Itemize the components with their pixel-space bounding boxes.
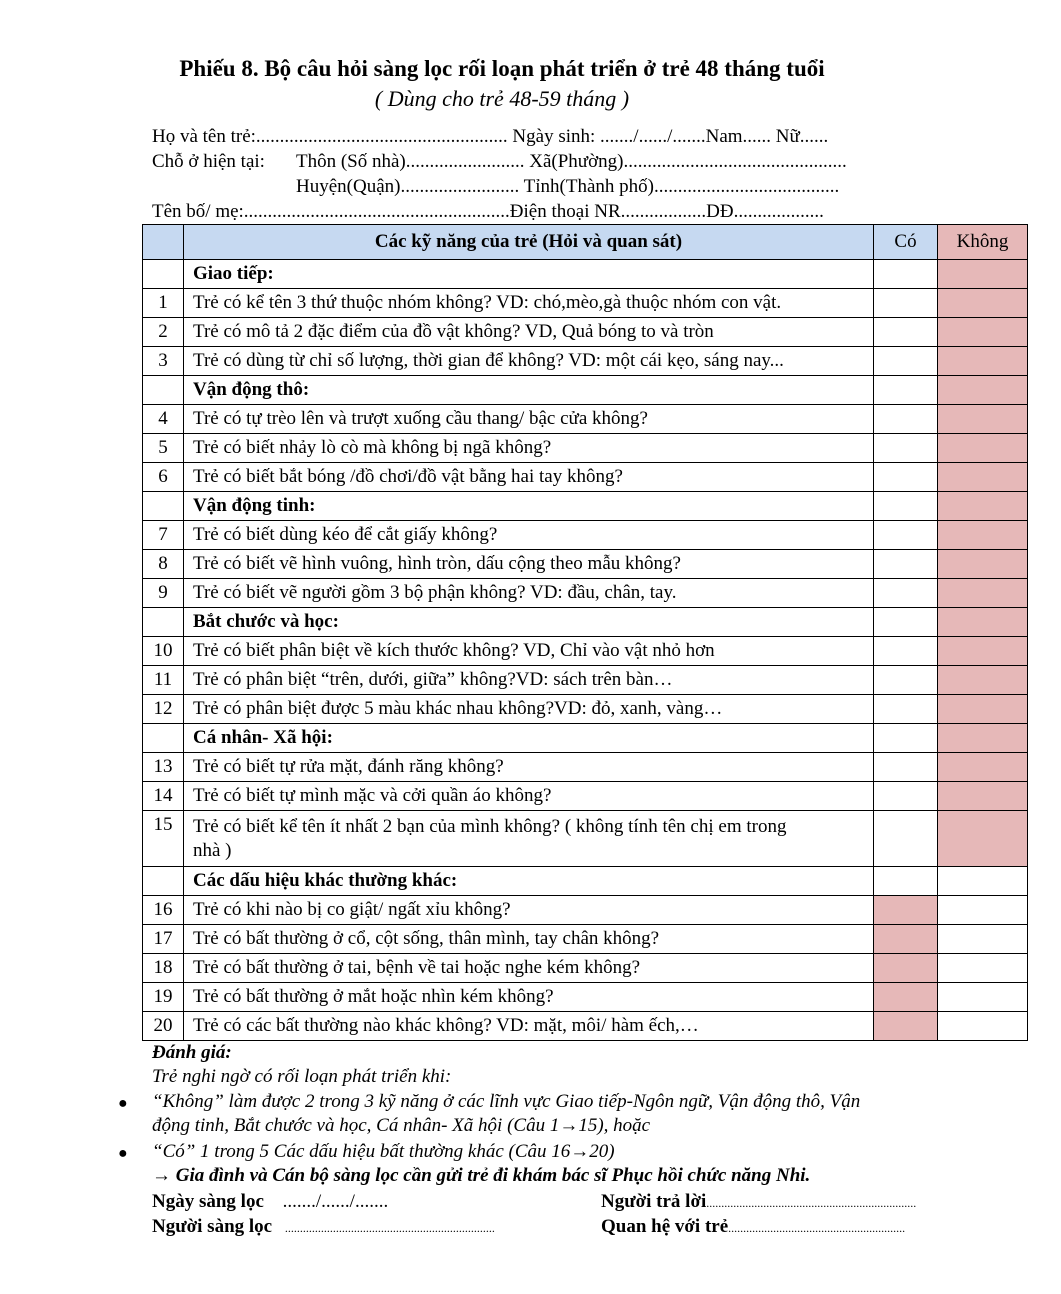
yes-checkbox[interactable] [874, 637, 938, 666]
question-text: Trẻ có mô tả 2 đặc điểm của đồ vật không? VD, Quả bóng to và tròn [184, 318, 874, 347]
question-text: Trẻ có bất thường ở cổ, cột sống, thân mình, tay chân không? [184, 925, 874, 954]
no-checkbox[interactable] [938, 405, 1028, 434]
referral-action: → Gia đình và Cán bộ sàng lọc cần gửi trẻ đi khám bác sĩ Phục hồi chức năng Nhi. [152, 1165, 811, 1186]
no-checkbox[interactable] [938, 637, 1028, 666]
question-text: Trẻ có kể tên 3 thứ thuộc nhóm không? VD: chó,mèo,gà thuộc nhóm con vật. [184, 289, 874, 318]
section-fine-motor: Vận động tinh: [184, 492, 874, 521]
section-row [143, 376, 1028, 405]
yes-checkbox[interactable] [874, 666, 938, 695]
no-checkbox[interactable] [938, 811, 1028, 867]
section-row [143, 260, 1028, 289]
evaluation-heading: Đánh giá: [152, 1042, 232, 1063]
section-row [143, 867, 1028, 896]
section-row [143, 724, 1028, 753]
yes-checkbox[interactable] [874, 405, 938, 434]
no-checkbox[interactable] [938, 666, 1028, 695]
section-personal-social: Cá nhân- Xã hội: [184, 724, 874, 753]
section-gross-motor: Vận động thô: [184, 376, 874, 405]
criterion-1-line-1: “Không” làm được 2 trong 3 kỹ năng ở các lĩnh vực Giao tiếp-Ngôn ngữ, Vận động thô, Vận [152, 1091, 861, 1112]
district-province-field[interactable]: Huyện(Quận)......................... Tỉnh(Thành phố)....................................... [296, 176, 840, 197]
question-text: Trẻ có tự trèo lên và trượt xuống cầu thang/ bậc cửa không? [184, 405, 874, 434]
no-checkbox[interactable] [938, 579, 1028, 608]
child-name-field[interactable]: Họ và tên trẻ:..................................................... Ngày sinh: ......./....../.......Nam...... Nữ...... [152, 126, 829, 147]
table-row: 7 Trẻ có biết dùng kéo để cắt giấy không? [143, 521, 1028, 550]
table-row: 13 Trẻ có biết tự rửa mặt, đánh răng không? [143, 753, 1028, 782]
evaluation-intro: Trẻ nghi ngờ có rối loạn phát triển khi: [152, 1066, 452, 1087]
child-name-line [152, 126, 828, 148]
screening-table [142, 224, 1028, 1041]
no-checkbox[interactable] [938, 1012, 1028, 1041]
question-text: Trẻ có biết bắt bóng /đồ chơi/đồ vật bằng hai tay không? [184, 463, 874, 492]
yes-checkbox[interactable] [874, 753, 938, 782]
yes-checkbox[interactable] [874, 318, 938, 347]
respondent-row [601, 1191, 916, 1213]
yes-checkbox[interactable] [874, 579, 938, 608]
screener-label: Người sàng lọc [152, 1216, 273, 1237]
table-row: 15 Trẻ có biết kể tên ít nhất 2 bạn của mình không? ( không tính tên chị em trong nhà ) [143, 811, 1028, 867]
respondent-label: Người trả lời [601, 1191, 707, 1212]
no-checkbox[interactable] [938, 434, 1028, 463]
yes-checkbox[interactable] [874, 289, 938, 318]
yes-checkbox[interactable] [874, 782, 938, 811]
yes-checkbox[interactable] [874, 550, 938, 579]
question-text: Trẻ có biết phân biệt về kích thước không? VD, Chỉ vào vật nhỏ hơn [184, 637, 874, 666]
question-text: Trẻ có biết tự mình mặc và cởi quần áo không? [184, 782, 874, 811]
bullet-icon: ● [118, 1145, 128, 1162]
question-text: Trẻ có khi nào bị co giật/ ngất xỉu không? [184, 896, 874, 925]
table-row: 8 Trẻ có biết vẽ hình vuông, hình tròn, dấu cộng theo mẫu không? [143, 550, 1028, 579]
question-text: Trẻ có bất thường ở tai, bệnh về tai hoặc nghe kém không? [184, 954, 874, 983]
question-text: Trẻ có bất thường ở mắt hoặc nhìn kém không? [184, 983, 874, 1012]
criterion-1-line-2: động tinh, Bắt chước và học, Cá nhân- Xã hội (Câu 1→15), hoặc [152, 1115, 651, 1136]
address-line [152, 151, 847, 173]
parent-line [152, 201, 824, 223]
question-text: Trẻ có biết vẽ người gồm 3 bộ phận không? VD: đầu, chân, tay. [184, 579, 874, 608]
header-num-cell [143, 225, 184, 260]
table-row: 12 Trẻ có phân biệt được 5 màu khác nhau không?VD: đỏ, xanh, vàng… [143, 695, 1028, 724]
header-skill: Các kỹ năng của trẻ (Hỏi và quan sát) [184, 225, 874, 260]
table-header-row [143, 225, 1028, 260]
village-ward-field[interactable]: Thôn (Số nhà)......................... Xã(Phường)............................................... [296, 151, 847, 172]
table-row: 17 Trẻ có bất thường ở cổ, cột sống, thân mình, tay chân không? [143, 925, 1028, 954]
yes-checkbox[interactable] [874, 983, 938, 1012]
no-checkbox[interactable] [938, 983, 1028, 1012]
yes-checkbox[interactable] [874, 434, 938, 463]
parent-phone-field[interactable]: Tên bố/ mẹ:........................................................Điện thoại NR..................DĐ................... [152, 201, 824, 222]
screener-field[interactable]: ...................................................................... [284, 1221, 495, 1235]
question-text: Trẻ có các bất thường nào khác không? VD: mặt, môi/ hàm ếch,… [184, 1012, 874, 1041]
section-row [143, 492, 1028, 521]
no-checkbox[interactable] [938, 550, 1028, 579]
table-row: 14 Trẻ có biết tự mình mặc và cởi quần áo không? [143, 782, 1028, 811]
form-title: Phiếu 8. Bộ câu hỏi sàng lọc rối loạn phát triển ở trẻ 48 tháng tuổi [179, 56, 825, 81]
no-checkbox[interactable] [938, 782, 1028, 811]
table-row: 1 Trẻ có kể tên 3 thứ thuộc nhóm không? VD: chó,mèo,gà thuộc nhóm con vật. [143, 289, 1028, 318]
question-text: Trẻ có biết nhảy lò cò mà không bị ngã không? [184, 434, 874, 463]
criterion-2: “Có” 1 trong 5 Các dấu hiệu bất thường khác (Câu 16→20) [152, 1141, 615, 1162]
district-province-line [296, 176, 839, 198]
section-row [143, 608, 1028, 637]
screener-row [152, 1216, 495, 1238]
no-checkbox[interactable] [938, 289, 1028, 318]
table-row: 20 Trẻ có các bất thường nào khác không? VD: mặt, môi/ hàm ếch,… [143, 1012, 1028, 1041]
header-yes: Có [874, 225, 938, 260]
no-checkbox[interactable] [938, 347, 1028, 376]
no-checkbox[interactable] [938, 753, 1028, 782]
table-row: 18 Trẻ có bất thường ở tai, bệnh về tai hoặc nghe kém không? [143, 954, 1028, 983]
no-checkbox[interactable] [938, 695, 1028, 724]
respondent-field[interactable]: ...................................................................... [706, 1196, 917, 1210]
no-checkbox[interactable] [938, 925, 1028, 954]
yes-checkbox[interactable] [874, 1012, 938, 1041]
question-text: Trẻ có biết tự rửa mặt, đánh răng không? [184, 753, 874, 782]
table-row: 10 Trẻ có biết phân biệt về kích thước không? VD, Chỉ vào vật nhỏ hơn [143, 637, 1028, 666]
question-text: Trẻ có biết vẽ hình vuông, hình tròn, dấu cộng theo mẫu không? [184, 550, 874, 579]
section-communication: Giao tiếp: [184, 260, 874, 289]
table-row: 3 Trẻ có dùng từ chỉ số lượng, thời gian để không? VD: một cái kẹo, sáng nay... [143, 347, 1028, 376]
form-subtitle: ( Dùng cho trẻ 48-59 tháng ) [374, 86, 630, 111]
question-text: Trẻ có phân biệt “trên, dưới, giữa” không?VD: sách trên bàn… [184, 666, 874, 695]
question-text: Trẻ có biết kể tên ít nhất 2 bạn của mình không? ( không tính tên chị em trong nhà ) [184, 811, 874, 867]
screening-date-field[interactable]: ......./....../....... [282, 1191, 389, 1212]
no-checkbox[interactable] [938, 896, 1028, 925]
table-row: 9 Trẻ có biết vẽ người gồm 3 bộ phận không? VD: đầu, chân, tay. [143, 579, 1028, 608]
bullet-icon: ● [118, 1095, 128, 1112]
table-row: 11 Trẻ có phân biệt “trên, dưới, giữa” không?VD: sách trên bàn… [143, 666, 1028, 695]
question-text: Trẻ có biết dùng kéo để cắt giấy không? [184, 521, 874, 550]
table-row: 6 Trẻ có biết bắt bóng /đồ chơi/đồ vật bằng hai tay không? [143, 463, 1028, 492]
table-row: 16 Trẻ có khi nào bị co giật/ ngất xỉu không? [143, 896, 1028, 925]
section-other-abnormal-signs: Các dấu hiệu khác thường khác: [184, 867, 874, 896]
yes-checkbox[interactable] [874, 463, 938, 492]
section-imitation-learning: Bắt chước và học: [184, 608, 874, 637]
question-text: Trẻ có phân biệt được 5 màu khác nhau không?VD: đỏ, xanh, vàng… [184, 695, 874, 724]
yes-checkbox[interactable] [874, 521, 938, 550]
no-checkbox[interactable] [938, 954, 1028, 983]
address-label: Chỗ ở hiện tại: [152, 151, 265, 172]
table-row: 4 Trẻ có tự trèo lên và trượt xuống cầu thang/ bậc cửa không? [143, 405, 1028, 434]
yes-checkbox[interactable] [874, 896, 938, 925]
table-row: 2 Trẻ có mô tả 2 đặc điểm của đồ vật không? VD, Quả bóng to và tròn [143, 318, 1028, 347]
no-checkbox[interactable] [938, 521, 1028, 550]
table-row: 5 Trẻ có biết nhảy lò cò mà không bị ngã không? [143, 434, 1028, 463]
question-text: Trẻ có dùng từ chỉ số lượng, thời gian để không? VD: một cái kẹo, sáng nay... [184, 347, 874, 376]
yes-checkbox[interactable] [874, 811, 938, 867]
relation-field[interactable]: ........................................................... [728, 1221, 906, 1235]
relation-label: Quan hệ với trẻ [601, 1216, 729, 1237]
screening-date-row [152, 1191, 388, 1213]
yes-checkbox[interactable] [874, 954, 938, 983]
screening-date-label: Ngày sàng lọc [152, 1191, 264, 1212]
yes-checkbox[interactable] [874, 695, 938, 724]
yes-checkbox[interactable] [874, 347, 938, 376]
relation-row [601, 1216, 905, 1238]
no-checkbox[interactable] [938, 463, 1028, 492]
table-row: 19 Trẻ có bất thường ở mắt hoặc nhìn kém không? [143, 983, 1028, 1012]
yes-checkbox[interactable] [874, 925, 938, 954]
no-checkbox[interactable] [938, 318, 1028, 347]
header-no: Không [938, 225, 1028, 260]
